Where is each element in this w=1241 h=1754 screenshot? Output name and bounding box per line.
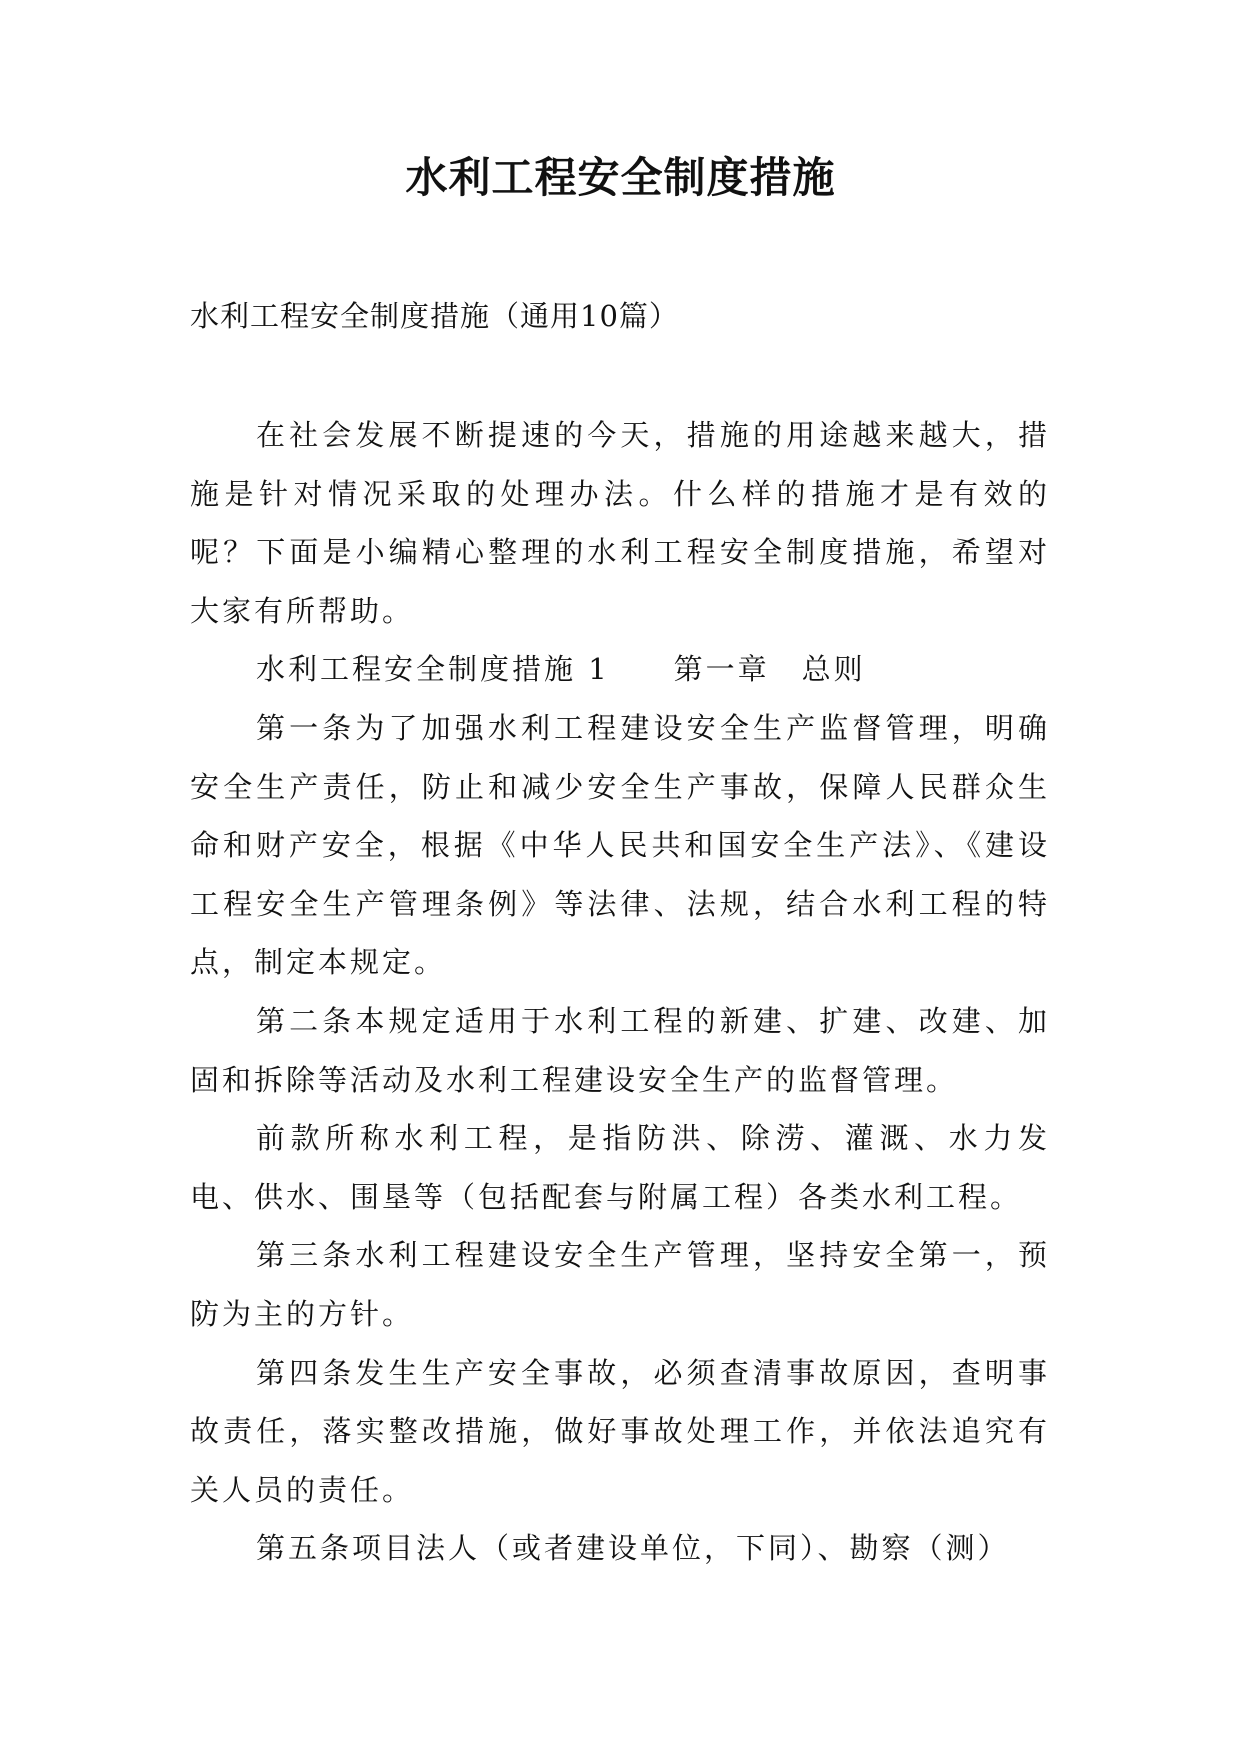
paragraph-article-3: 第三条水利工程建设安全生产管理，坚持安全第一，预防为主的方针。 (190, 1238, 1050, 1331)
paragraph-article-1: 第一条为了加强水利工程建设安全生产监督管理，明确安全生产责任，防止和减少安全生产事故，保障人民群众生命和财产安全，根据《中华人民共和国安全生产法》、《建设工程安全生产管理条例》等法律、法规，结合水利工程的特点，制定本规定。 (190, 710, 1050, 980)
document-body (190, 406, 1050, 1578)
paragraph-article-5: 第五条项目法人（或者建设单位，下同）、勘察（测） (256, 1531, 1010, 1566)
paragraph-intro: 在社会发展不断提速的今天，措施的用途越来越大，措施是针对情况采取的处理办法。什么样的措施才是有效的呢？下面是小编精心整理的水利工程安全制度措施，希望对大家有所帮助。 (190, 418, 1050, 628)
paragraph-chapter-heading: 水利工程安全制度措施 1 第一章 总则 (256, 652, 866, 687)
document-title: 水利工程安全制度措施 (405, 153, 836, 202)
paragraph-article-4: 第四条发生生产安全事故，必须查清事故原因，查明事故责任，落实整改措施，做好事故处理工作，并依法追究有关人员的责任。 (190, 1355, 1050, 1507)
paragraph-article-2-definition: 前款所称水利工程，是指防洪、除涝、灌溉、水力发电、供水、围垦等（包括配套与附属工程）各类水利工程。 (190, 1121, 1050, 1214)
paragraph-article-2: 第二条本规定适用于水利工程的新建、扩建、改建、加固和拆除等活动及水利工程建设安全生产的监督管理。 (190, 1003, 1050, 1097)
document-subtitle: 水利工程安全制度措施（通用10篇） (190, 299, 679, 333)
